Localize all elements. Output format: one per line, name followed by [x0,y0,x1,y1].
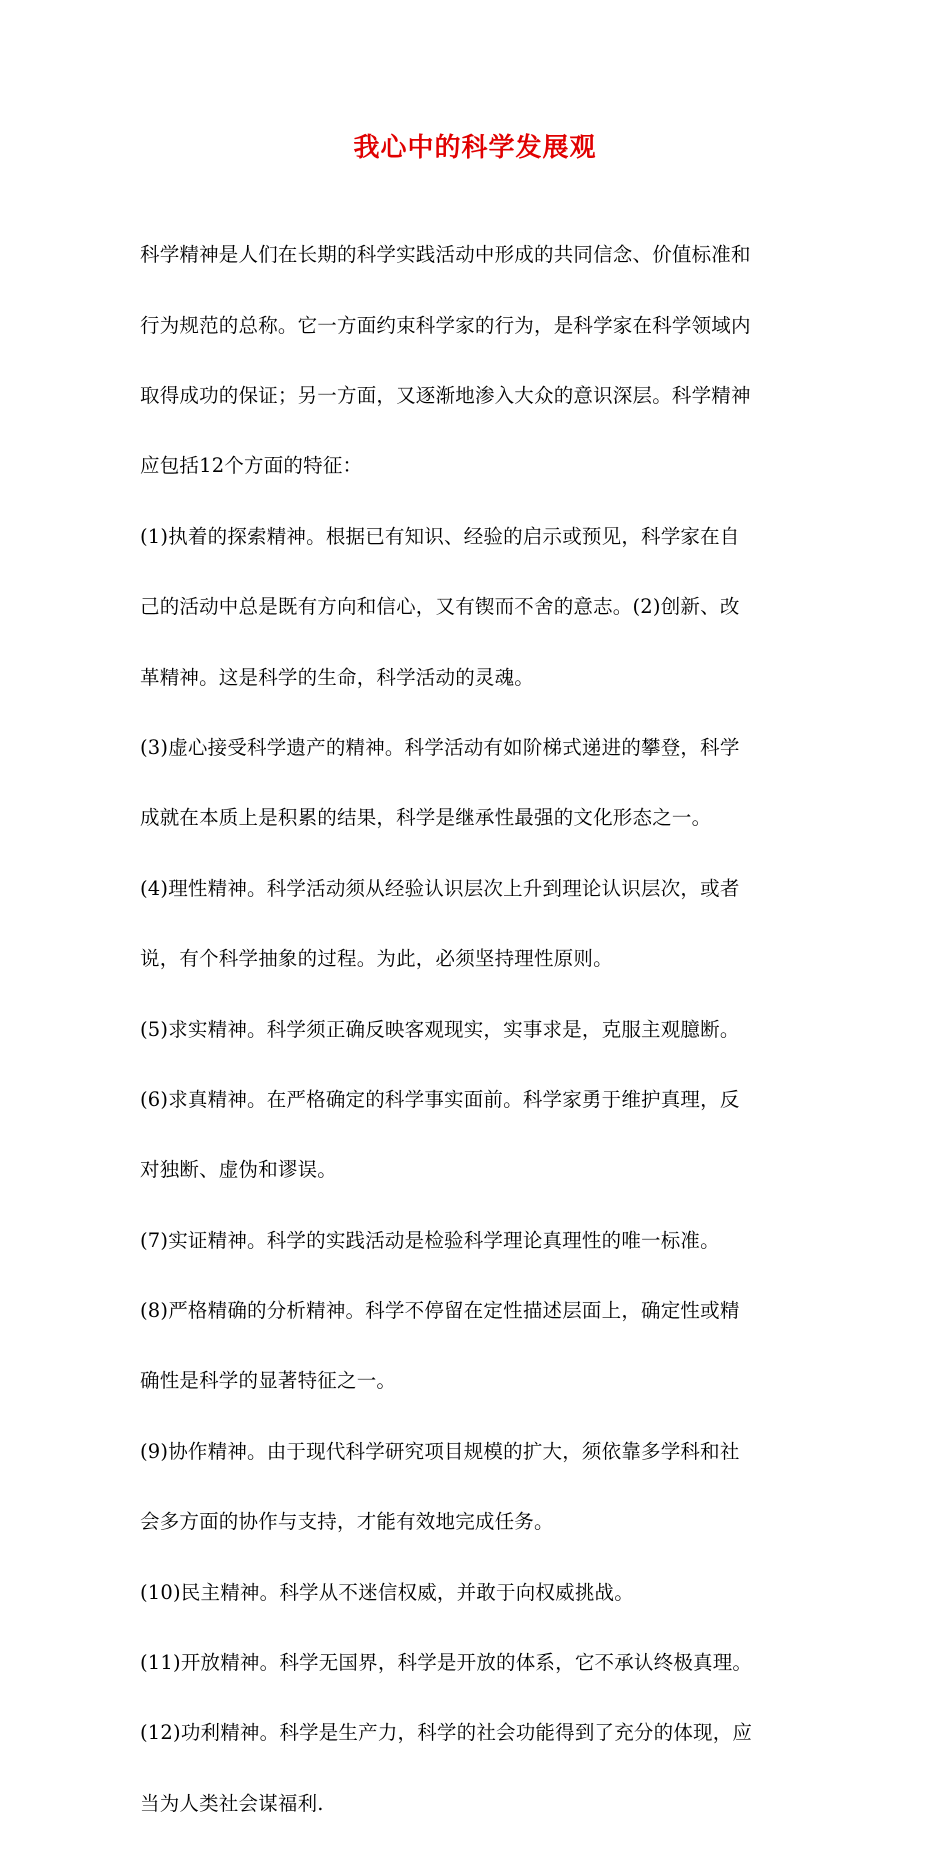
body-line: (12)功利精神。科学是生产力，科学的社会功能得到了充分的体现，应 [140,1721,753,1745]
body-line: (10)民主精神。科学从不迷信权威，并敢于向权威挑战。 [140,1580,634,1604]
body-line: (9)协作精神。由于现代科学研究项目规模的扩大，须依靠多学科和社 [140,1439,740,1463]
body-line: 行为规范的总称。它一方面约束科学家的行为，是科学家在科学领域内 [140,313,751,337]
body-line: 确性是科学的显著特征之一。 [140,1369,397,1393]
body-line: (3)虚心接受科学遗产的精神。科学活动有如阶梯式递进的攀登，科学 [140,735,740,759]
document-body [140,202,816,1856]
body-line: 说，有个科学抽象的过程。为此，必须坚持理性原则。 [140,947,613,971]
body-line: 科学精神是人们在长期的科学实践活动中形成的共同信念、价值标准和 [140,243,751,267]
body-line: (6)求真精神。在严格确定的科学事实面前。科学家勇于维护真理，反 [140,1087,740,1111]
body-line: 成就在本质上是积累的结果，科学是继承性最强的文化形态之一。 [140,806,712,830]
body-line: 当为人类社会谋福利. [140,1791,324,1815]
body-line: 己的活动中总是既有方向和信心，又有锲而不舍的意志。(2)创新、改 [140,595,740,619]
body-line: 会多方面的协作与支持，才能有效地完成任务。 [140,1510,554,1534]
body-line: 革精神。这是科学的生命，科学活动的灵魂。 [140,665,535,689]
body-line: 应包括12个方面的特征： [140,454,363,478]
body-line: (4)理性精神。科学活动须从经验认识层次上升到理论认识层次，或者 [140,876,740,900]
body-line: (7)实证精神。科学的实践活动是检验科学理论真理性的唯一标准。 [140,1228,720,1252]
body-line: (5)求实精神。科学须正确反映客观现实，实事求是，克服主观臆断。 [140,1017,740,1041]
body-line: (11)开放精神。科学无国界，科学是开放的体系，它不承认终极真理。 [140,1651,753,1675]
document-title: 我心中的科学发展观 [353,133,597,163]
body-line: 取得成功的保证；另一方面，又逐渐地渗入大众的意识深层。科学精神 [140,383,751,407]
body-line: 对独断、虚伪和谬误。 [140,1158,338,1182]
body-line: (8)严格精确的分析精神。科学不停留在定性描述层面上，确定性或精 [140,1299,740,1323]
body-line: (1)执着的探索精神。根据已有知识、经验的启示或预见，科学家在自 [140,524,740,548]
